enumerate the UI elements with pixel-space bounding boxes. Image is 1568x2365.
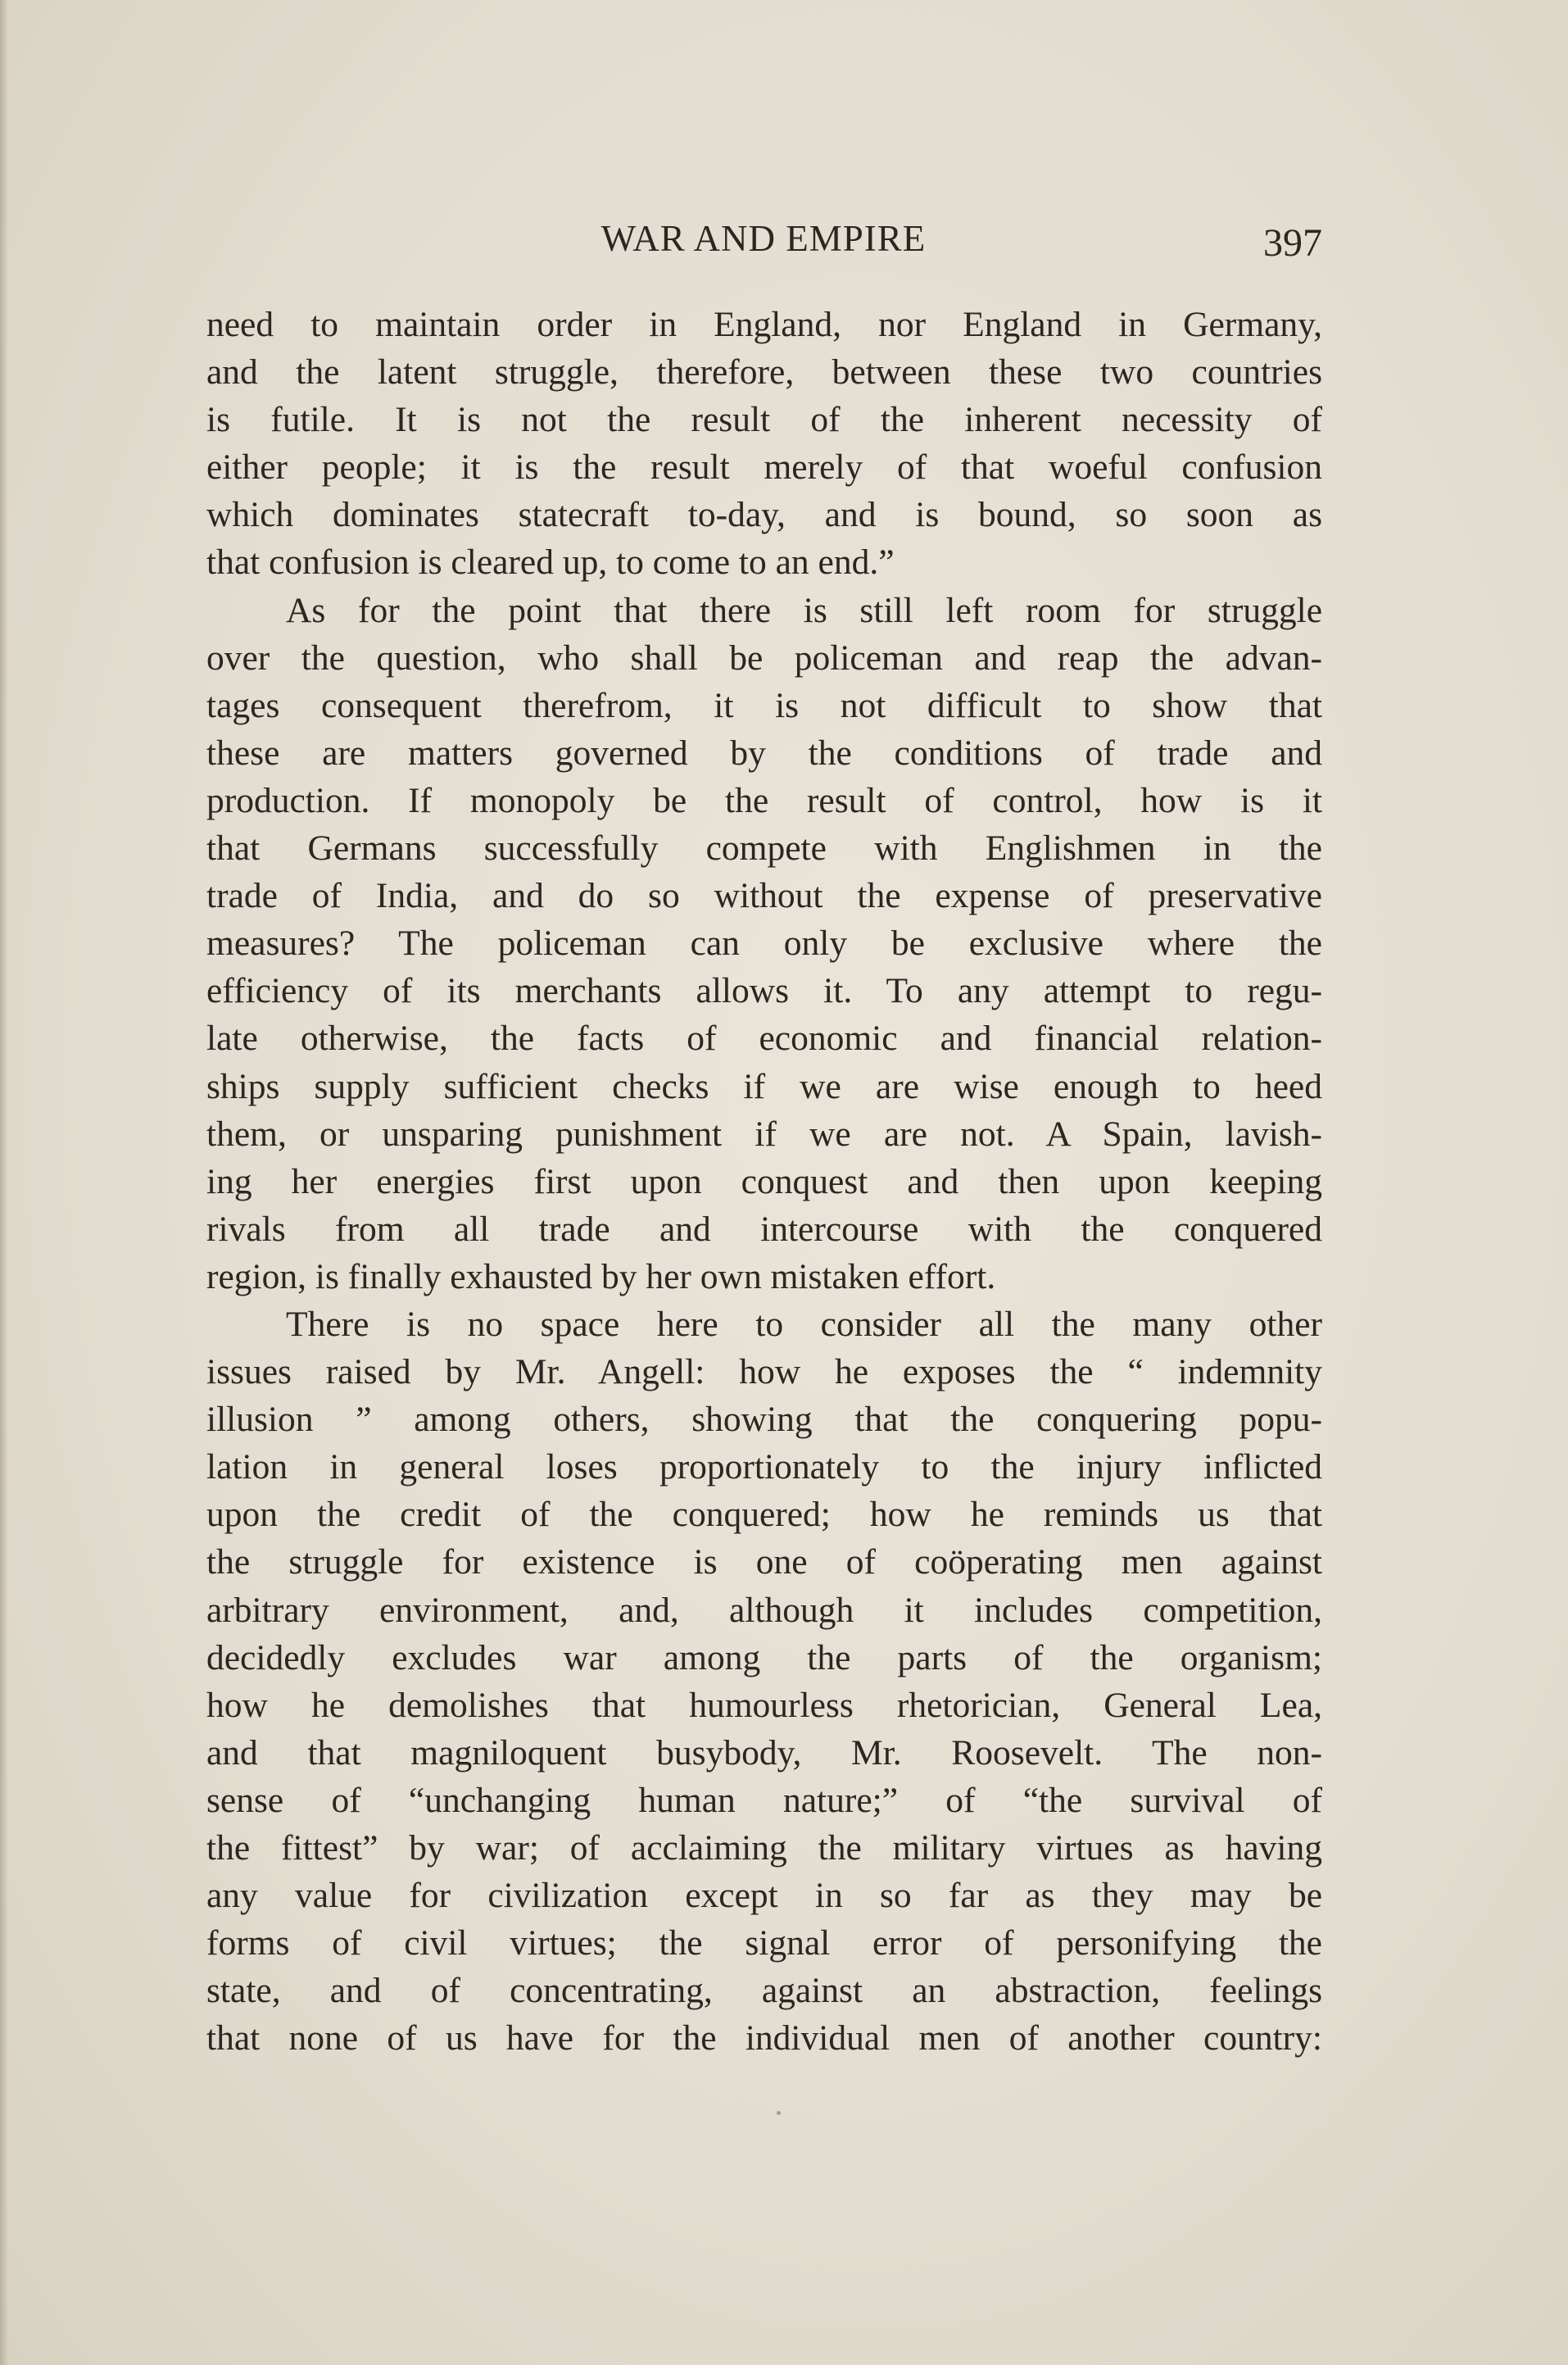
text-line: the struggle for existence is one of coöperating men against xyxy=(206,1542,1322,1582)
text-line: these are matters governed by the conditions of trade and xyxy=(206,733,1322,773)
text-line: the fittest” by war; of acclaiming the military virtues as having xyxy=(206,1828,1322,1868)
paper-speck xyxy=(777,2111,781,2115)
text-line: issues raised by Mr. Angell: how he exposes the “ indemnity xyxy=(206,1352,1322,1392)
text-line: which dominates statecraft to-day, and is bound, so soon as xyxy=(206,495,1322,535)
text-line: is futile. It is not the result of the inherent necessity of xyxy=(206,400,1322,440)
text-line: upon the credit of the conquered; how he reminds us that xyxy=(206,1495,1322,1535)
page-number: 397 xyxy=(1263,221,1322,265)
text-line: that confusion is cleared up, to come to an end.” xyxy=(206,542,895,583)
text-line: trade of India, and do so without the expense of preservative xyxy=(206,876,1322,916)
text-line: sense of “unchanging human nature;” of “the survival of xyxy=(206,1780,1322,1820)
text-line: ing her energies first upon conquest and then upon keeping xyxy=(206,1161,1322,1201)
text-line: state, and of concentrating, against an abstraction, feelings xyxy=(206,1971,1322,2011)
text-line: need to maintain order in England, nor England in Germany, xyxy=(206,305,1322,344)
text-line: late otherwise, the facts of economic and financial relation- xyxy=(206,1019,1322,1059)
text-line: efficiency of its merchants allows it. To any attempt to regu- xyxy=(206,971,1322,1011)
text-line: tages consequent therefrom, it is not difficult to show that xyxy=(206,685,1322,725)
text-line: measures? The policeman can only be exclusive where the xyxy=(206,924,1322,964)
text-line: illusion ” among others, showing that the conquering popu- xyxy=(206,1400,1322,1440)
paragraph-start-line: There is no space here to consider all the many other xyxy=(286,1304,1322,1344)
text-line: decidedly excludes war among the parts of the organism; xyxy=(206,1637,1322,1677)
running-head xyxy=(205,217,1322,275)
text-line: that Germans successfully compete with Englishmen in the xyxy=(206,828,1322,869)
paragraph-start-line: As for the point that there is still left room for struggle xyxy=(286,590,1322,630)
text-line: either people; it is the result merely of that woeful confusion xyxy=(206,447,1322,488)
text-line: and that magniloquent busybody, Mr. Roosevelt. The non- xyxy=(206,1732,1322,1773)
text-line: that none of us have for the individual men of another country: xyxy=(206,2018,1322,2059)
text-line: any value for civilization except in so far as they may be xyxy=(206,1876,1322,1916)
page-edge-shadow xyxy=(0,0,8,2365)
running-title: WAR AND EMPIRE xyxy=(600,218,927,259)
text-line: ships supply sufficient checks if we are wise enough to heed xyxy=(206,1066,1322,1106)
text-line: region, is finally exhausted by her own mistaken effort. xyxy=(206,1256,996,1296)
text-line: how he demolishes that humourless rhetorician, General Lea, xyxy=(206,1685,1322,1725)
text-line: and the latent struggle, therefore, between these two countries xyxy=(206,352,1322,393)
body-text xyxy=(206,301,1322,2062)
text-line: them, or unsparing punishment if we are not. A Spain, lavish- xyxy=(206,1114,1322,1154)
text-line: rivals from all trade and intercourse with the conquered xyxy=(206,1209,1322,1249)
text-line: production. If monopoly be the result of control, how is it xyxy=(206,780,1322,820)
text-line: arbitrary environment, and, although it includes competition, xyxy=(206,1590,1322,1630)
text-line: over the question, who shall be policeman and reap the advan- xyxy=(206,638,1322,678)
text-line: lation in general loses proportionately to the injury inflicted xyxy=(206,1447,1322,1487)
text-line: forms of civil virtues; the signal error of personifying the xyxy=(206,1923,1322,1963)
